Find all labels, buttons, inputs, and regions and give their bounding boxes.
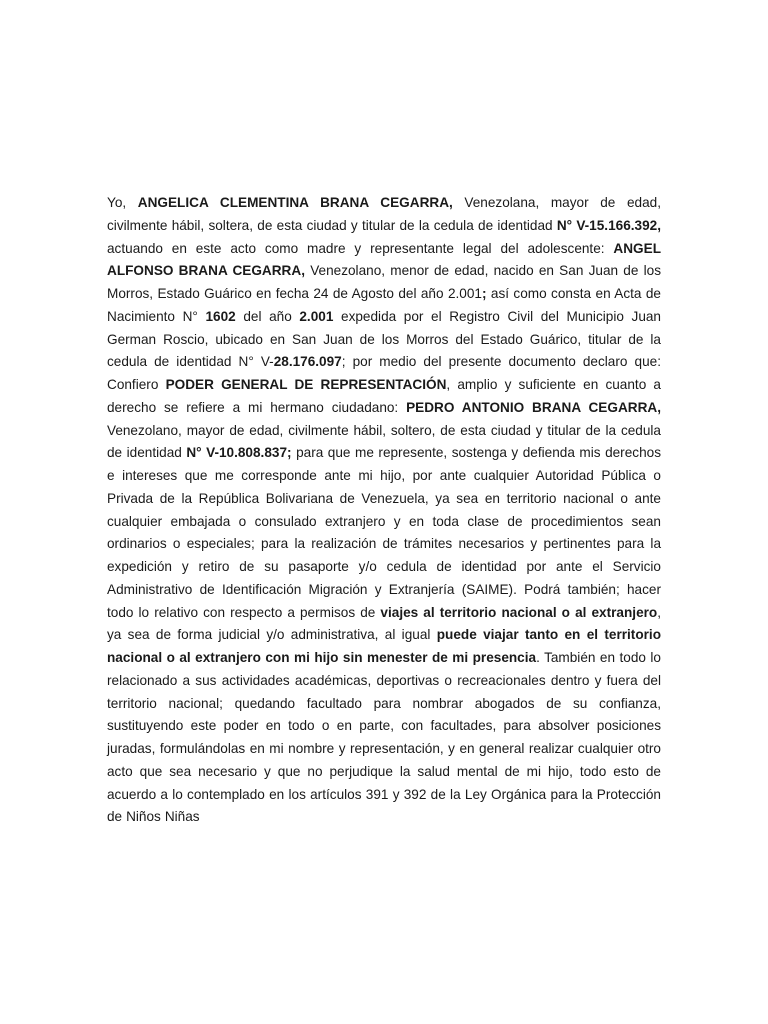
text-run: ; por medio del presente documento declaro que: Confiero	[107, 354, 661, 392]
text-run: Venezolano, mayor de edad, civilmente hábil, soltero, de esta ciudad y titular de la cedula de identidad	[107, 422, 661, 461]
text-run: expedida por el Registro Civil del Municipio Juan German Roscio, ubicado en San Juan de los Morros del Estado Guárico, titular de la cedula de identidad N° V-	[107, 308, 661, 370]
bold-text-run: viajes al territorio nacional o al extranjero	[380, 604, 658, 620]
text-run: así como consta en Acta de Nacimiento N°	[107, 286, 661, 324]
bold-text-run: puede viajar tanto en el territorio nacional o al extranjero con mi hijo sin menester de mi presencia	[107, 627, 661, 665]
text-run: , ya sea de forma judicial y/o administrativa, al igual	[107, 604, 662, 643]
power-of-attorney-paragraph	[107, 192, 661, 829]
bold-text-run: 1602	[205, 308, 236, 324]
bold-text-run: N° V-10.808.837;	[186, 445, 292, 461]
text-run: Venezolano, menor de edad, nacido en San Juan de los Morros, Estado Guárico en fecha 24 de Agosto del año 2.001	[107, 263, 662, 301]
bold-text-run: ANGEL ALFONSO BRANA CEGARRA,	[107, 240, 661, 279]
bold-text-run: PODER GENERAL DE REPRESENTACIÓN	[165, 377, 447, 392]
bold-text-run: ;	[481, 286, 487, 301]
text-run: actuando en este acto como madre y representante legal del adolescente:	[107, 240, 614, 256]
bold-text-run: 2.001	[299, 308, 334, 324]
text-run: Yo,	[107, 195, 138, 210]
text-run: del año	[235, 308, 300, 324]
text-run: para que me represente, sostenga y defienda mis derechos e intereses que me corresponde ante mi hijo, por ante cualquier Autoridad Pública o Privada de la República Bolivariana de Venezuela, ya sea en territorio nacional o ante cualquier embajada o consulado extranjero y en toda clase de procedimientos sean ordinarios o especiales; para la realización de trámites necesarios y pertinentes para la expedición y retiro de su pasaporte y/o cedula de identidad por ante el Servicio Administrativo de Identificación Migración y Extranjería (SAIME). Podrá también; hacer todo lo relativo con respecto a permisos de	[107, 445, 661, 620]
bold-text-run: PEDRO ANTONIO BRANA CEGARRA,	[406, 399, 661, 415]
text-run: , amplio y suficiente en cuanto a derecho se refiere a mi hermano ciudadano:	[107, 377, 661, 415]
bold-text-run: N° V-15.166.392,	[556, 217, 661, 233]
text-run: . También en todo lo relacionado a sus actividades académicas, deportivas o recreacionales dentro y fuera del territorio nacional; quedando facultado para nombrar abogados de su confianza, sustituyendo este poder en todo o en parte, con facultades, para absolver posiciones juradas, formulándolas en mi nombre y representación, y en general realizar cualquier otro acto que sea necesario y que no perjudique la salud mental de mi hijo, todo esto de acuerdo a lo contemplado en los artículos 391 y 392 de la Ley Orgánica para la Protección de Niños Niñas	[107, 650, 661, 825]
bold-text-run: 28.176.097	[273, 354, 342, 370]
bold-text-run: ANGELICA CLEMENTINA BRANA CEGARRA,	[137, 195, 453, 210]
text-run: Venezolana, mayor de edad, civilmente hábil, soltera, de esta ciudad y titular de la cedula de identidad	[107, 195, 661, 233]
